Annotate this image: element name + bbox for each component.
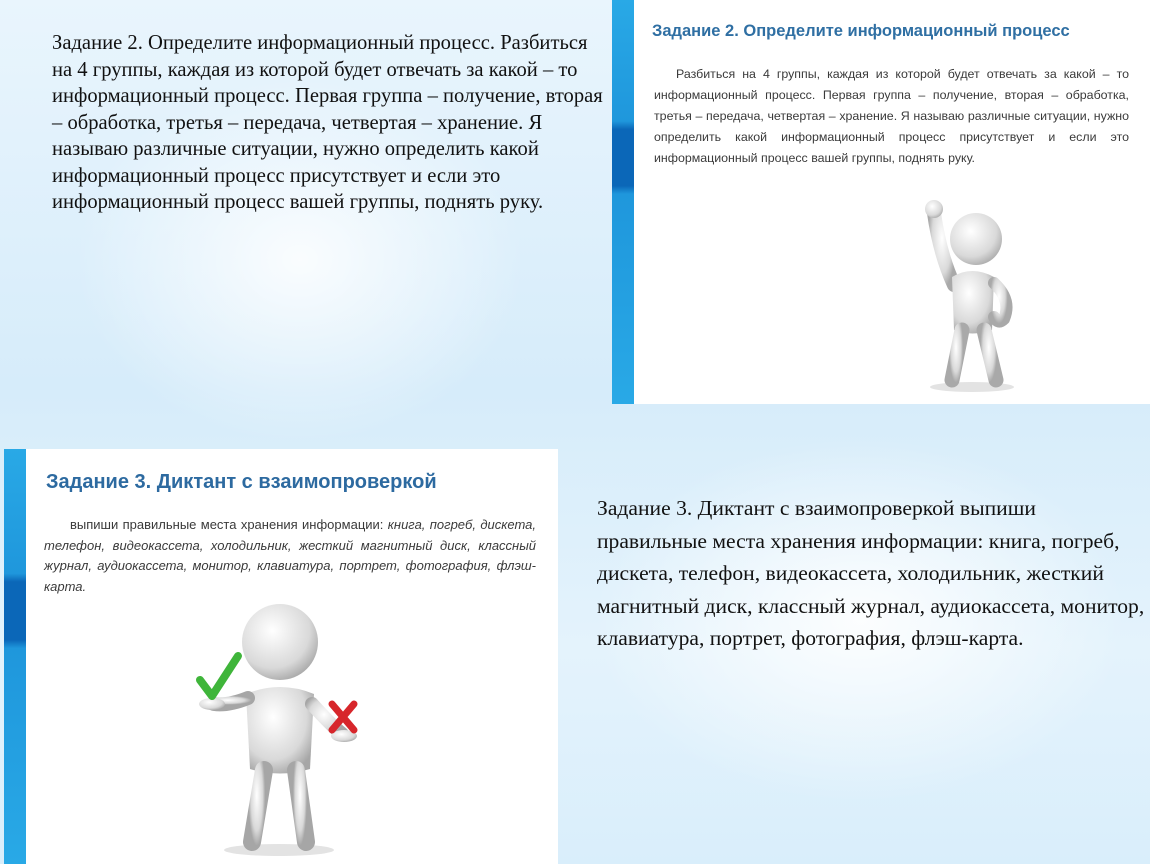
- task3-text: Задание 3. Диктант с взаимопроверкой выпиши правильные места хранения информации: книга, погреб, дискета, телефон, видеокассета, холодильник, жесткий магнитный диск, классный журнал, аудиокассета, монитор, клавиатура, портрет, фотография, флэш-карта.: [597, 496, 1145, 650]
- slide-accent-bar: [612, 0, 634, 404]
- slide-title: Задание 3. Диктант с взаимопроверкой: [46, 471, 437, 493]
- checkmark-icon: [200, 656, 238, 696]
- slide-accent-bar: [4, 449, 26, 864]
- thinking-figure-icon: [194, 594, 364, 859]
- task2-text: Задание 2. Определите информационный процесс. Разбиться на 4 группы, каждая из которой будет отвечать за какой – то информационный процесс. Первая группа – получение, вторая – обработка, третья – передача, четвертая – хранение. Я называю различные ситуации, нужно определить какой информационный процесс присутствует и если это информационный процесс вашей группы, поднять руку.: [52, 32, 603, 213]
- slide-body: Разбиться на 4 группы, каждая из которой будет отвечать за какой – то информационный процесс. Первая группа – получение, вторая – обработка, третья – передача, четвертая – хранение. Я называю различные ситуации, нужно определить какой информационный процесс присутствует и если это информационный процесс вашей группы, поднять руку.: [654, 67, 1129, 165]
- slide-title: Задание 2. Определите информационный процесс: [652, 22, 1070, 40]
- slide-body: [44, 515, 536, 597]
- raised-hand-figure-icon: [912, 195, 1032, 395]
- slide-body-lead: выпиши правильные места хранения информации:: [70, 517, 384, 532]
- task2-slide: [612, 0, 1150, 404]
- task3-slide: [4, 449, 558, 864]
- slide-body-items: книга, погреб, дискета, телефон, видеокассета, холодильник, жесткий магнитный диск, классный журнал, аудиокассета, монитор, клавиатура, портрет, фотография, флэш-карта.: [44, 517, 536, 594]
